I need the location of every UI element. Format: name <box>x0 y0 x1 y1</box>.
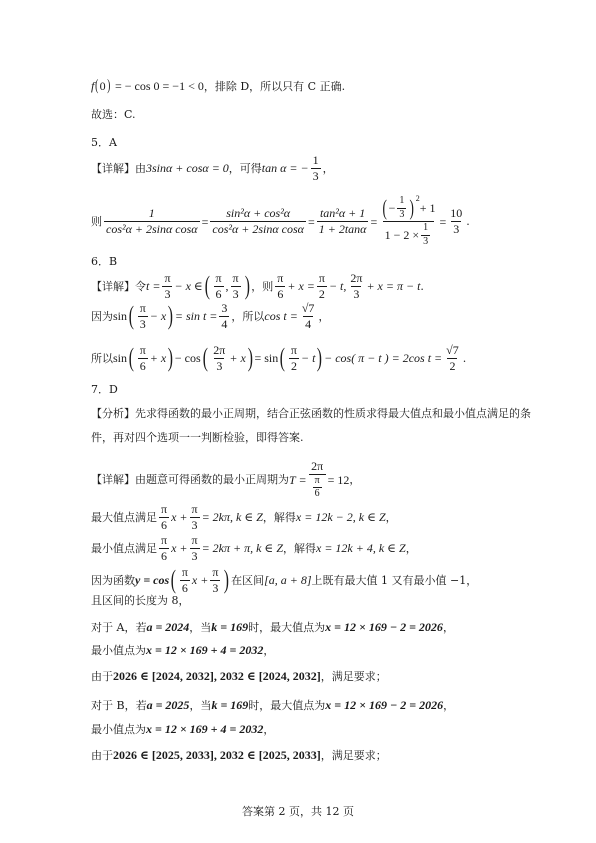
q7-period: 【详解】由题意可得函数的最小正周期为 T = $\frac{2\pi}{\frac{\pi}{6}}$ = 12 ， <box>91 459 361 500</box>
q7-max-condition: 最大值点满足 $\frac{\pi}{6}$ x + $\frac{\pi}{3}$ = 2kπ, k ∈ Z ，解得 x = 12k − 2, k ∈ Z ， <box>91 502 397 532</box>
q7-heading: 7．D <box>91 383 118 396</box>
fraction-1: $\frac{1}{\text{cos²α + 2sinα cosα}}$ <box>106 206 198 236</box>
q6-because: 因为 sin ( $\frac{\pi}{3}$ − x ) = sin t = $\frac{3}{4}$ ，所以 cos t = $\frac{√7}{4}$ ， <box>91 300 330 331</box>
q7-option-a-min: 最小值点为 x = 12 × 169 + 4 = 2032 ， <box>91 643 275 657</box>
page-footer: 答案第 2 页，共 12 页 <box>242 805 354 818</box>
q6-detail: 【详解】令 t = $\frac{\pi}{3}$ − x ∈ ( $\frac{\pi}{6}$ , $\frac{\pi}{3}$ ) ，则 $\frac{\pi}{6}$ + x = $\frac{\pi}{2}$ − t, $\frac{2\pi}{3}$ + x = π − t . <box>91 270 424 301</box>
q7-function-interval: 因为函数 y = cos ( $\frac{\pi}{6}$ x + $\frac{\pi}{3}$ ) 在区间 [a, a + 8] 上既有最大值 1 又有最小值 −1， <box>91 564 478 595</box>
q7-option-a: 对于 A，若 a = 2024 ，当 k = 169 时，最大值点为 x = 12 × 169 − 2 = 2026 ， <box>91 620 454 634</box>
q6-result: 所以 sin ( $\frac{\pi}{6}$ + x ) − cos ( $\frac{2\pi}{3}$ + x ) = sin ( $\frac{\pi}{2}$ − t ) − cos( π − t ) = 2cos t = $\frac{√7}{2}$ . <box>91 342 467 373</box>
line-f0: f ( 0 ) = − cos 0 = −1 < 0 ，排除 D，所以只有 C 正确. <box>91 77 346 94</box>
q7-min-condition: 最小值点满足 $\frac{\pi}{6}$ x + $\frac{\pi}{3}$ = 2kπ + π, k ∈ Z ，解得 x = 12k + 4, k ∈ Z ， <box>91 533 417 563</box>
q7-option-b-check: 由于 2026 ∈ [2025, 2033], 2032 ∈ [2025, 2033] ，满足要求； <box>91 748 387 762</box>
fraction-4: ( − $\frac{1}{3}$ ) 2 + 1 1 − 2 × $\frac{1}{3}$ <box>382 193 436 247</box>
fraction-2: $\frac{\text{sin²α + cos²α}}{\text{cos²α + 2sinα cosα}}$ <box>212 206 304 236</box>
q7-option-b-min: 最小值点为 x = 12 × 169 + 4 = 2032 ， <box>91 722 275 736</box>
line-answer-c: 故选：C. <box>91 108 136 121</box>
q7-option-a-check: 由于 2026 ∈ [2024, 2032], 2032 ∈ [2024, 2032] ，满足要求； <box>91 669 387 683</box>
q7-option-b: 对于 B，若 a = 2025 ，当 k = 169 时，最大值点为 x = 12 × 169 − 2 = 2026 ， <box>91 698 455 712</box>
q7-analysis-line2: 件，再对四个选项一一判断检验，即得答案. <box>91 431 304 444</box>
q7-interval-length: 且区间的长度为 8， <box>91 594 190 607</box>
fraction-3: $\frac{\text{tan²α + 1}}{1 + 2\tan\alpha}$ <box>318 206 367 236</box>
fraction: $\frac{1}{3}$ <box>312 153 319 183</box>
q5-detail: 【详解】由 3sinα + cosα = 0 ，可得 tan α = − $\frac{1}{3}$ ， <box>91 153 334 183</box>
q6-heading: 6．B <box>91 255 118 268</box>
fraction-5: $\frac{10}{3}$ <box>450 206 463 236</box>
q5-calculation: 则 $\frac{1}{\text{cos²α + 2sinα cosα}}$ = $\frac{\text{sin²α + cos²α}}{\text{cos²α + 2sinα cosα}}$ = $\frac{\text{tan²α + 1}}{1 + 2\tan\alpha}$ = ( − $\frac{1}{3}$ ) 2 + 1 1 − 2 × $\frac{1}{3}$ = $\frac{10}{3}$ . <box>91 193 470 247</box>
q5-heading: 5．A <box>91 136 117 149</box>
q7-analysis-line1: 【分析】先求得函数的最小正周期，结合正弦函数的性质求得最大值点和最小值点满足的条 <box>91 407 531 420</box>
